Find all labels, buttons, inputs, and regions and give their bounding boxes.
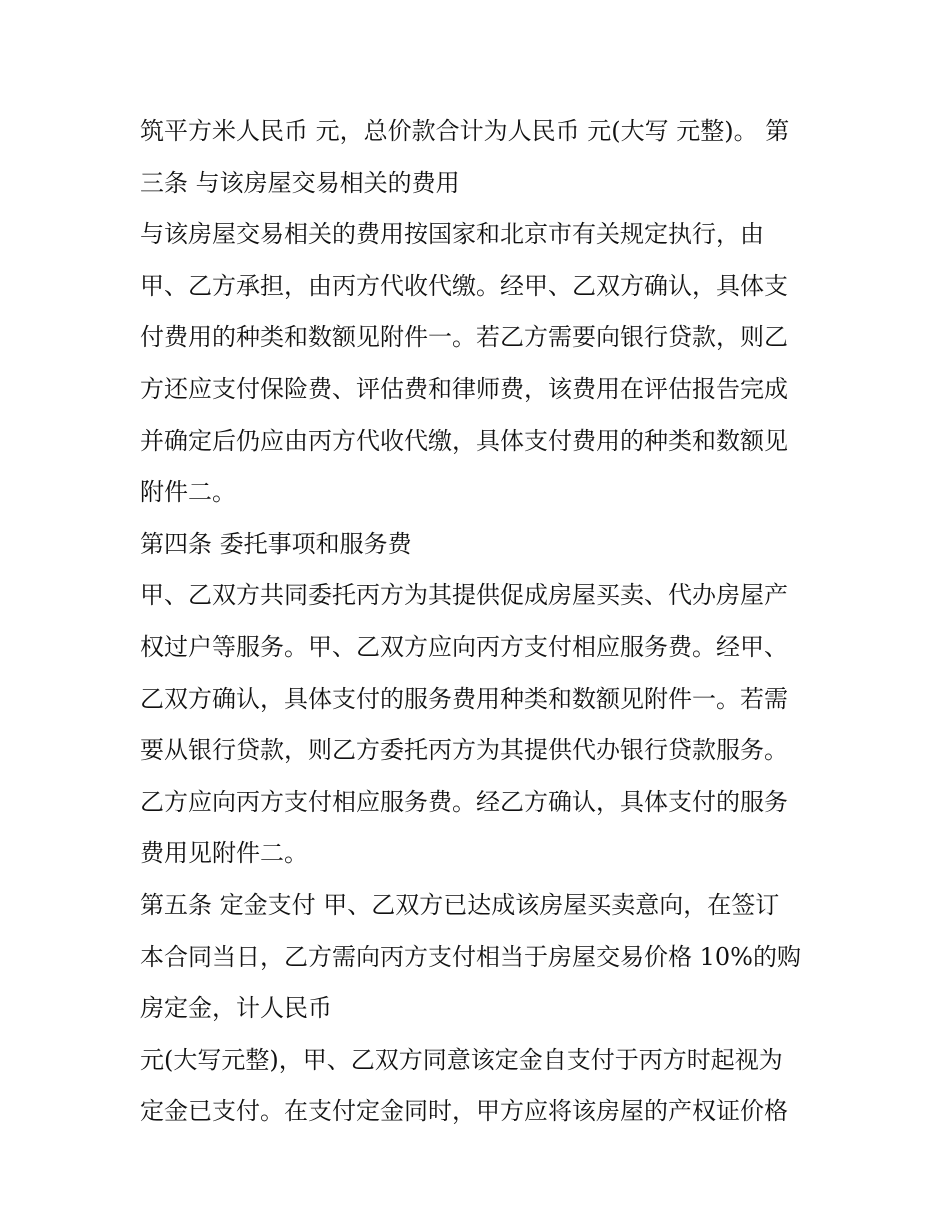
text-line: 乙双方确认，具体支付的服务费用种类和数额见附件一。若需 (140, 684, 788, 713)
text-line: 甲、乙双方共同委托丙方为其提供促成房屋买卖、代办房屋产 (140, 581, 788, 610)
text-line: 定金已支付。在支付定金同时，甲方应将该房屋的产权证价格 (140, 1097, 788, 1126)
text-line: 附件二。 (140, 478, 236, 507)
text-line: 方还应支付保险费、评估费和律师费，该费用在评估报告完成 (140, 374, 788, 403)
section-heading: 第四条 委托事项和服务费 (140, 529, 412, 558)
text-line: 乙方应向丙方支付相应服务费。经乙方确认，具体支付的服务 (140, 787, 788, 816)
text-line: 本合同当日，乙方需向丙方支付相当于房屋交易价格 10%的购 (140, 942, 801, 971)
text-line: 与该房屋交易相关的费用按国家和北京市有关规定执行，由 (140, 220, 764, 249)
text-line: 三条 与该房屋交易相关的费用 (140, 168, 460, 197)
text-line: 元(大写元整)，甲、乙双方同意该定金自支付于丙方时起视为 (140, 1045, 783, 1074)
text-line: 甲、乙方承担，由丙方代收代缴。经甲、乙双方确认，具体支 (140, 271, 788, 300)
text-line: 并确定后仍应由丙方代收代缴，具体支付费用的种类和数额见 (140, 426, 788, 455)
text-line: 要从银行贷款，则乙方委托丙方为其提供代办银行贷款服务。 (140, 736, 788, 765)
text-line: 第五条 定金支付 甲、乙双方已达成该房屋买卖意向，在签订 (140, 890, 780, 919)
document-body (140, 106, 820, 1138)
text-line: 房定金，计人民币 (140, 994, 332, 1023)
text-line: 筑平方米人民币 元，总价款合计为人民币 元(大写 元整)。 第 (140, 117, 790, 145)
text-line: 权过户等服务。甲、乙双方应向丙方支付相应服务费。经甲、 (140, 632, 788, 661)
text-line: 费用见附件二。 (140, 839, 308, 868)
text-line: 付费用的种类和数额见附件一。若乙方需要向银行贷款，则乙 (140, 323, 788, 352)
